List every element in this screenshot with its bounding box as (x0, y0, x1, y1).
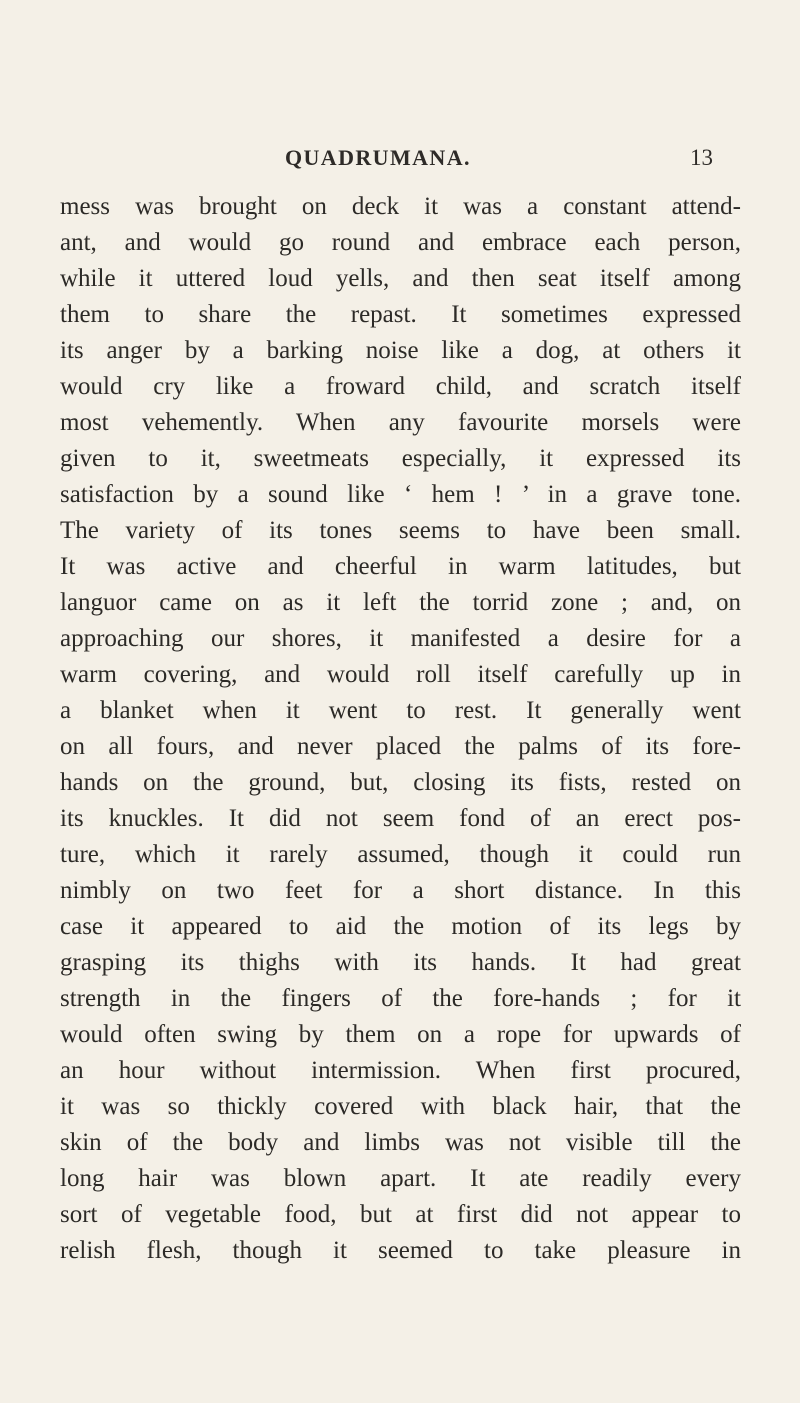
text-line: It was active and cheerful in warm latitudes, but (60, 553, 741, 580)
text-line: ture, which it rarely assumed, though it could run (60, 841, 741, 868)
page-number: 13 (690, 145, 713, 170)
text-line: approaching our shores, it manifested a desire for a (60, 625, 741, 652)
text-line: it was so thickly covered with black hair, that the (60, 1093, 741, 1120)
body-text (60, 189, 741, 1269)
text-line: its knuckles. It did not seem fond of an erect pos- (60, 805, 741, 832)
text-line: skin of the body and limbs was not visible till the (60, 1129, 741, 1156)
text-line: an hour without intermission. When first procured, (60, 1057, 741, 1084)
text-line: while it uttered loud yells, and then seat itself among (60, 265, 741, 292)
text-line: long hair was blown apart. It ate readily every (60, 1165, 741, 1192)
text-line: most vehemently. When any favourite morsels were (60, 409, 741, 436)
text-line: grasping its thighs with its hands. It had great (60, 949, 741, 976)
text-line: hands on the ground, but, closing its fists, rested on (60, 769, 741, 796)
text-line: its anger by a barking noise like a dog, at others it (60, 337, 741, 364)
text-line: languor came on as it left the torrid zone ; and, on (60, 589, 741, 616)
text-line: The variety of its tones seems to have been small. (60, 517, 741, 544)
text-line: satisfaction by a sound like ‘ hem ! ’ in a grave tone. (60, 481, 741, 508)
running-title: QUADRUMANA. (285, 145, 471, 170)
text-line: nimbly on two feet for a short distance. In this (60, 877, 741, 904)
text-line: on all fours, and never placed the palms of its fore- (60, 733, 741, 760)
text-line: strength in the fingers of the fore-hands ; for it (60, 985, 741, 1012)
text-line: would cry like a froward child, and scratch itself (60, 373, 741, 400)
text-line: given to it, sweetmeats especially, it expressed its (60, 445, 741, 472)
text-line: them to share the repast. It sometimes expressed (60, 301, 741, 328)
text-line: case it appeared to aid the motion of its legs by (60, 913, 741, 940)
text-line: would often swing by them on a rope for upwards of (60, 1021, 741, 1048)
text-line: a blanket when it went to rest. It generally went (60, 697, 741, 724)
text-line: ant, and would go round and embrace each person, (60, 229, 741, 256)
text-line: relish flesh, though it seemed to take pleasure in (60, 1237, 741, 1264)
text-line: sort of vegetable food, but at first did not appear to (60, 1201, 741, 1228)
text-line: warm covering, and would roll itself carefully up in (60, 661, 741, 688)
text-line: mess was brought on deck it was a constant attend- (60, 193, 741, 220)
